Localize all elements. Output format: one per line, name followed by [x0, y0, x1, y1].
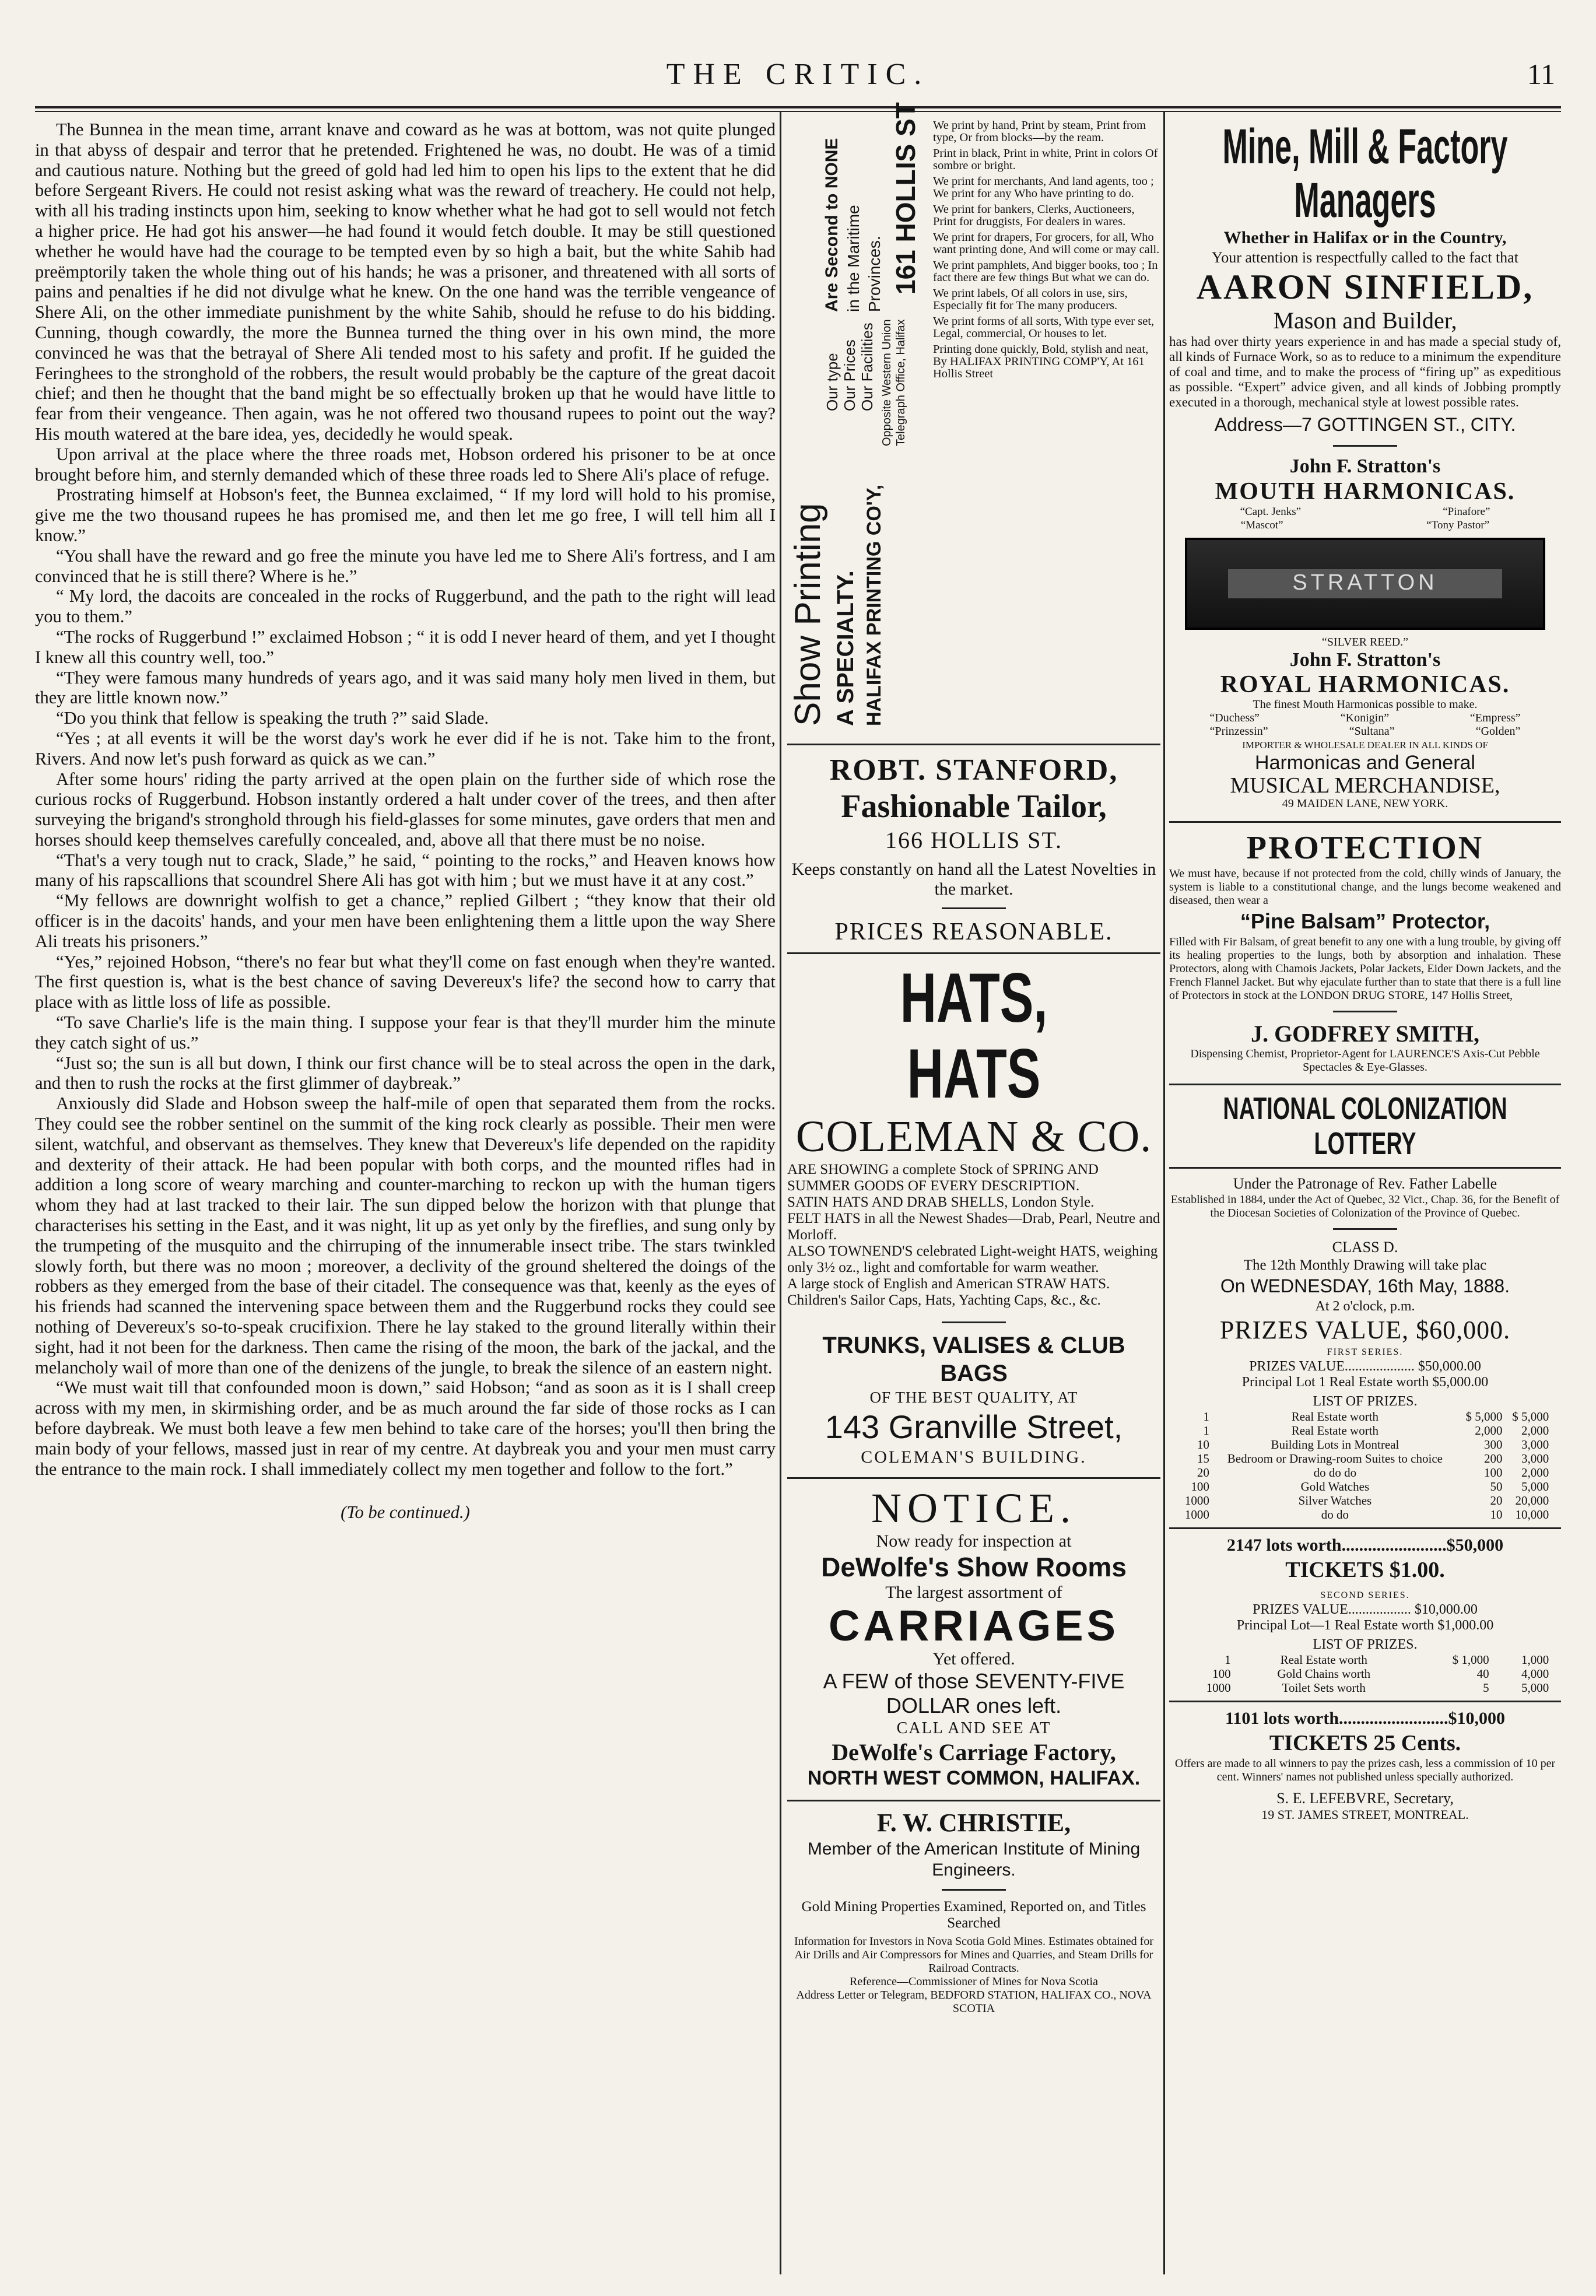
prize-cell: Gold Chains worth — [1277, 1667, 1371, 1681]
christie-gold: Gold Mining Properties Examined, Reported on, and Titles Searched — [801, 1899, 1146, 1931]
trunks-sub: OF THE BEST QUALITY, AT — [869, 1389, 1078, 1406]
separator — [942, 1321, 1006, 1323]
harmonica-illustration — [1185, 538, 1545, 630]
story-paragraph: “You shall have the reward and go free the minute you have led me to Shere Ali's fortress, and I am convinced that he is still there? Where is he.” — [35, 545, 776, 586]
page-number: 11 — [1527, 58, 1555, 90]
prize-cell: 3,000 — [1521, 1452, 1549, 1466]
opposite-line-1: Opposite Western Union — [881, 319, 893, 446]
stratton-merch: MUSICAL MERCHANDISE, — [1230, 773, 1500, 798]
prize-list-title-2: LIST OF PRIZES. — [1313, 1637, 1418, 1652]
brace-line-1: Our type — [823, 353, 841, 411]
prize-cell: 50 — [1490, 1480, 1503, 1494]
prize-cell: Building Lots in Montreal — [1271, 1438, 1399, 1452]
second-to-none-1: Are Second to NONE — [822, 138, 841, 312]
prize-cell: Real Estate worth — [1291, 1424, 1379, 1438]
header-rule — [35, 106, 1561, 108]
lottery-time: At 2 o'clock, p.m. — [1315, 1299, 1415, 1314]
printing-list — [933, 120, 1160, 384]
prize-cell: 20 — [1490, 1494, 1503, 1508]
story-paragraph: “We must wait till that confounded moon is down,” said Hobson; “and as soon as it is I shall creep across with my men, in skirmishing order, and be as much around the far side of those rocks as I can before daybreak. We must both leave a few men behind to take care of the horses; you'll then bring the main body of your fellows, massed just in rear of my centre. At daybreak you and your men must carry the entrance to the main rock. I shall immediately collect my men together and follow to the fort.” — [35, 1377, 776, 1479]
prize-cell: Gold Watches — [1300, 1480, 1370, 1494]
notice-headline: NOTICE. — [871, 1485, 1076, 1531]
story-paragraph: “They were famous many hundreds of years ago, and it was said many holy men lived in them, but they are little known now.” — [35, 667, 776, 708]
dewolfe-ad — [787, 1485, 1160, 1790]
model-row-4 — [1169, 725, 1561, 738]
prize-row — [1179, 1410, 1551, 1424]
protection-ad — [1169, 829, 1561, 1074]
mine-attention: Your attention is respectfully called to the fact that — [1212, 249, 1518, 266]
mine-sub: Whether in Halifax or in the Country, — [1223, 228, 1507, 247]
hats-headline: HATS, HATS — [900, 959, 1048, 1113]
sinfield-ad — [1169, 120, 1561, 437]
prize-row — [1179, 1667, 1551, 1681]
prize-row — [1179, 1424, 1551, 1438]
lottery-secretary: S. E. LEFEBVRE, Secretary, — [1276, 1790, 1454, 1807]
printing-verse: Printing done quickly, Bold, stylish and neat, By HALIFAX PRINTING COMP'Y, At 161 Hollis Street — [933, 343, 1149, 380]
first-series-value: PRIZES VALUE.................... $50,000.00 — [1249, 1359, 1481, 1374]
coleman-line: A large stock of English and American STRAW HATS. — [787, 1276, 1110, 1292]
brace-line-3: Our Facilities — [858, 323, 876, 411]
lottery-established: Established in 1884, under the Act of Quebec, 32 Vict., Chap. 36, for the Benefit of the Diocesan Societies of Colonization of the Province of Quebec. — [1170, 1193, 1560, 1219]
prize-row — [1179, 1494, 1551, 1508]
lottery-class: CLASS D. — [1332, 1239, 1398, 1256]
stratton-ad — [1169, 455, 1561, 811]
separator — [942, 1889, 1006, 1891]
printing-verse: We print for bankers, Clerks, Auctioneers, Print for druggists, For dealers in wares. — [933, 203, 1135, 228]
stanford-ad — [787, 753, 1160, 947]
hollis-address: 161 HOLLIS ST — [890, 102, 921, 295]
dewolfe-factory: DeWolfe's Carriage Factory, — [832, 1739, 1116, 1765]
trunks-title: TRUNKS, VALISES & CLUB BAGS — [822, 1333, 1125, 1386]
story-paragraph: “Do you think that fellow is speaking the truth ?” said Slade. — [56, 708, 489, 728]
stratton-finest: The finest Mouth Harmonicas possible to make. — [1253, 698, 1478, 711]
prize-row — [1179, 1508, 1551, 1522]
dewolfe-offered: Yet offered. — [932, 1649, 1015, 1668]
column-divider-1 — [780, 111, 781, 2274]
prize-cell: 1,000 — [1521, 1653, 1549, 1667]
lottery-tickets-2: TICKETS 25 Cents. — [1269, 1731, 1461, 1755]
stratton-importer: IMPORTER & WHOLESALE DEALER IN ALL KINDS OF — [1242, 739, 1488, 751]
prize-row — [1179, 1653, 1551, 1667]
coleman-line: Children's Sailor Caps, Hats, Yachting Caps, &c., &c. — [787, 1292, 1101, 1308]
masthead-title: THE CRITIC. — [666, 58, 930, 91]
prize-cell: 100 — [1212, 1667, 1231, 1681]
model-name: “Konigin” — [1340, 711, 1390, 724]
story-paragraph: Upon arrival at the place where the three roads met, Hobson ordered his prisoner to be at once brought before him, and sternly demanded which of these three roads led to Shere Ali's place of refuge. — [35, 444, 776, 485]
separator — [1333, 1228, 1397, 1230]
mine-headline: Mine, Mill & Factory Managers — [1222, 119, 1508, 227]
prize-cell: 15 — [1197, 1452, 1209, 1466]
story-paragraph: Anxiously did Slade and Hobson sweep the half-mile of open that separated them from the rocks. They could see the robber sentinel on the summit of the king rock clearly as possible. Their men were silent, watchful, and observant as themselves. They knew that Devereux's life depended on the rapidity and dexterity of their attack. He had been popular with both corps, and the mounted rifles had in addition a long score of weary marching and counter-marching to reckon up with the human tigers whom they had at last tracked to their lair. The sun dipped below the horizon with that plunge that characterises his setting in the East, and it was night, lit up as yet only by the fireflies, and sung only by the trumpeting of the musquito and the chirruping of the innumerable insect tribe. The stars twinkled slowly forth, but there was no moon ; moreover, a declivity of the ground sheltered the doings of the robbers as they emerged from the base of their citadel. The consequence was that, keenly as the eyes of his friends had scanned the intervening space between them and the Ruggerbund rocks they could see nothing of Devereux's so-to-speak crucifixion. There he lay staked to the ground literally within their sight, had it not been for the darkness. Then came the rising of the moon, the bark of the jackal, and the melancholy wail of more than one of the denizens of the jungle, to break the silence of an eastern night. — [35, 1093, 776, 1377]
prize-row — [1179, 1466, 1551, 1480]
prize-cell: 1 — [1203, 1424, 1209, 1438]
story-paragraph: “Yes ; at all events it will be the worst day's work he ever did if he is not. Take him to the front, Rivers. And now let's push forward as quick as we can.” — [35, 728, 776, 769]
stanford-address: 166 HOLLIS ST. — [885, 827, 1062, 853]
prize-table-1 — [1179, 1410, 1551, 1522]
prize-cell: $ 5,000 — [1465, 1410, 1503, 1424]
stratton-general: Harmonicas and General — [1255, 752, 1475, 774]
story-paragraph: “ My lord, the dacoits are concealed in the rocks of Ruggerbund, and the path to the right will lead you to them.” — [35, 586, 776, 627]
specialty-label: A SPECIALTY. — [833, 570, 858, 726]
sinfield-address: Address—7 GOTTINGEN ST., CITY. — [1214, 414, 1516, 435]
separator — [1169, 1084, 1561, 1085]
lottery-ad — [1169, 1091, 1561, 1822]
coleman-line: FELT HATS in all the Newest Shades—Drab, Pearl, Neutre and Morloff. — [787, 1211, 1160, 1243]
separator — [787, 952, 1160, 954]
show-printing-vertical — [787, 102, 927, 732]
trunks-building: COLEMAN'S BUILDING. — [861, 1447, 1087, 1467]
christie-ad — [787, 1807, 1160, 2015]
page-header — [35, 57, 1561, 104]
dewolfe-rooms: DeWolfe's Show Rooms — [821, 1552, 1127, 1582]
model-name: “Sultana” — [1349, 725, 1395, 738]
prize-row — [1179, 1452, 1551, 1466]
lottery-drawing: The 12th Monthly Drawing will take plac — [1243, 1257, 1487, 1273]
first-series-principal: Principal Lot 1 Real Estate worth $5,000.00 — [1241, 1375, 1489, 1390]
prize-cell: 100 — [1191, 1480, 1209, 1494]
story-text — [35, 120, 776, 1479]
prize-cell: 1000 — [1184, 1494, 1209, 1508]
middle-ads-column — [787, 102, 1160, 2015]
column-divider-2 — [1163, 111, 1165, 2274]
printing-verse: We print pamphlets, And bigger books, too ; In fact there are few things But what we can do. — [933, 259, 1158, 284]
prize-row — [1179, 1681, 1551, 1695]
model-row-1 — [1169, 505, 1561, 518]
smith-role: Dispensing Chemist, Proprietor-Agent for LAURENCE'S Axis-Cut Pebble Spectacles & Eye-Glasses. — [1190, 1047, 1540, 1074]
prize-cell: 1 — [1225, 1653, 1231, 1667]
coleman-line: ARE SHOWING a complete Stock of SPRING AND SUMMER GOODS OF EVERY DESCRIPTION. — [787, 1162, 1099, 1194]
sinfield-body: has had over thirty years experience in and has made a special study of, all kinds of Furnace Work, so as to reduce to a minimum the expenditure of coal and time, and to make the process of “firing up” as expeditious as possible. “Expert” advice given, and all kinds of Jobbing promptly executed in a thorough, mechanical style at lowest possible rates. — [1169, 334, 1561, 409]
lottery-tickets-1: TICKETS $1.00. — [1285, 1558, 1445, 1582]
protection-intro: We must have, because if not protected from the cold, chilly winds of January, the system is liable to a constitutional change, and the lungs become weakened and diseased, then wear a — [1169, 867, 1561, 907]
prize-cell: do do — [1321, 1508, 1349, 1522]
lottery-prizes-value: PRIZES VALUE, $60,000. — [1219, 1316, 1511, 1344]
coleman-line: ALSO TOWNEND'S celebrated Light-weight HATS, weighing only 3½ oz., light and comfortable for warm weather. — [787, 1243, 1158, 1275]
prize-cell: 1000 — [1184, 1508, 1209, 1522]
prize-row — [1179, 1480, 1551, 1494]
printing-verse: We print for drapers, For grocers, for all, Who want printing done, And will come or may call. — [933, 231, 1160, 256]
lottery-total-2: 1101 lots worth.........................$10,000 — [1225, 1709, 1505, 1728]
christie-member: Member of the American Institute of Mining Engineers. — [807, 1839, 1141, 1880]
prize-cell: Silver Watches — [1298, 1494, 1372, 1508]
second-to-none-3: Provinces. — [865, 236, 883, 312]
separator — [1169, 821, 1561, 823]
separator — [1169, 1167, 1561, 1169]
story-paragraph: “The rocks of Ruggerbund !” exclaimed Hobson ; “ it is odd I never heard of them, and yet I thought I knew all this country well, too.” — [35, 626, 776, 667]
printing-verse: We print by hand, Print by steam, Print from type, Or from blocks—by the ream. — [933, 119, 1146, 144]
story-paragraph: “Yes,” rejoined Hobson, “there's no fear but what they'll come on fast enough when they're wanted. The first question is, what is the best chance of saving Devereux's life? the second how to carry that place with as little loss of life as possible. — [35, 951, 776, 1012]
lottery-offers: Offers are made to all winners to pay the prizes cash, less a commission of 10 per cent. Winners' names not published unless specially authorized. — [1174, 1757, 1556, 1783]
story-paragraph: “Just so; the sun is all but down, I think our first chance will be to steal across the open in the dark, and then to rush the rocks at the first glimmer of daybreak.” — [35, 1053, 776, 1093]
prize-row — [1179, 1438, 1551, 1452]
coleman-name: COLEMAN & CO. — [795, 1112, 1152, 1161]
continued-note: (To be continued.) — [341, 1502, 470, 1523]
separator — [787, 1800, 1160, 1801]
prize-cell: Real Estate worth — [1291, 1410, 1379, 1424]
dewolfe-common: NORTH WEST COMMON, HALIFAX. — [807, 1767, 1141, 1789]
show-printing-title: Show Printing — [788, 503, 828, 726]
story-paragraph: After some hours' riding the party arrived at the open plain on the further side of which rose the curious rocks of Ruggerbund. Hobson instantly ordered a halt under cover of the trees, and then after surveying the brigand's stronghold through his field-glasses for some minutes, gave orders that men and horses should keep themselves carefully concealed, and, above all that there must be no noise. — [35, 769, 776, 850]
prize-cell: 1000 — [1206, 1681, 1231, 1695]
protection-title: PROTECTION — [1246, 830, 1484, 866]
separator — [1333, 445, 1397, 447]
printing-verse: Print in black, Print in white, Print in colors Of sombre or bright. — [933, 147, 1158, 172]
stratton-address: 49 MAIDEN LANE, NEW YORK. — [1282, 797, 1448, 810]
prize-cell: 3,000 — [1521, 1438, 1549, 1452]
model-name: “Tony Pastor” — [1426, 519, 1490, 531]
brace-line-2: Our Prices — [841, 339, 858, 411]
model-row-2 — [1169, 518, 1561, 532]
carriages-headline: CARRIAGES — [828, 1601, 1120, 1650]
stanford-name: ROBT. STANFORD, — [829, 753, 1118, 787]
prize-cell: 300 — [1484, 1438, 1503, 1452]
prize-cell: 5,000 — [1521, 1681, 1549, 1695]
story-paragraph: “That's a very tough nut to crack, Slade,” he said, “ pointing to the rocks,” and Heaven knows how many of his rapscallions that scoundrel Shere Ali has got with him ; but we must have it at any cost.” — [35, 850, 776, 891]
coleman-lines — [787, 1162, 1160, 1309]
dewolfe-call: CALL AND SEE AT — [896, 1719, 1051, 1737]
second-series-principal: Principal Lot—1 Real Estate worth $1,000.00 — [1236, 1618, 1494, 1633]
separator — [1333, 1011, 1397, 1012]
dewolfe-few: A FEW of those SEVENTY-FIVE DOLLAR ones left. — [823, 1669, 1125, 1717]
printing-verse: We print forms of all sorts, With type ever set, Legal, commercial, Or houses to let. — [933, 315, 1155, 340]
second-to-none-2: in the Maritime — [844, 205, 862, 312]
prize-cell: 200 — [1484, 1452, 1503, 1466]
lottery-total-1: 2147 lots worth........................$50,000 — [1226, 1536, 1504, 1555]
christie-info: Information for Investors in Nova Scotia Gold Mines. Estimates obtained for Air Drills and Air Compressors for Mines and Quarries, and Steam Drills for Railroad Contracts. — [794, 1935, 1153, 1975]
stratton-name-1: John F. Stratton's — [1289, 455, 1441, 477]
lottery-patron: Under the Patronage of Rev. Father Labelle — [1233, 1175, 1497, 1192]
stratton-title-2: ROYAL HARMONICAS. — [1220, 671, 1510, 698]
christie-ref: Reference—Commissioner of Mines for Nova Scotia — [849, 1975, 1098, 1988]
harmonica-brand: STRATTON — [1292, 570, 1438, 595]
model-name: “Pinafore” — [1443, 506, 1490, 518]
prize-cell: 5 — [1483, 1681, 1489, 1695]
trunks-ad — [787, 1331, 1160, 1468]
model-name: “Empress” — [1469, 711, 1521, 724]
company-label: HALIFAX PRINTING CO'Y, — [863, 484, 885, 726]
prize-cell: 4,000 — [1521, 1667, 1549, 1681]
trunks-address: 143 Granville Street, — [825, 1408, 1123, 1445]
separator — [1169, 1701, 1561, 1702]
separator — [942, 907, 1006, 909]
stanford-prices: PRICES REASONABLE. — [834, 919, 1113, 945]
model-name: “Capt. Jenks” — [1240, 506, 1302, 518]
silver-reed: “SILVER REED.” — [1321, 636, 1409, 649]
prize-cell: 20 — [1197, 1466, 1209, 1480]
prize-cell: $ 5,000 — [1512, 1410, 1549, 1424]
prize-cell: $ 1,000 — [1452, 1653, 1489, 1667]
lottery-sec-address: 19 ST. JAMES STREET, MONTREAL. — [1261, 1807, 1469, 1822]
prize-cell: 1 — [1203, 1410, 1209, 1424]
christie-address: Address Letter or Telegram, BEDFORD STATION, HALIFAX CO., NOVA SCOTIA — [796, 1989, 1152, 2015]
opposite-line-2: Telegraph Office, Halifax — [895, 319, 907, 446]
protection-product: “Pine Balsam” Protector, — [1240, 909, 1490, 933]
second-series-value: PRIZES VALUE.................. $10,000.00 — [1253, 1602, 1478, 1617]
story-paragraph: Prostrating himself at Hobson's feet, the Bunnea exclaimed, “ If my lord will hold to his promise, give me the two thousand rupees he has promised me, and then let me go free, I will tell him all I know.” — [35, 485, 776, 545]
christie-name: F. W. CHRISTIE, — [876, 1808, 1071, 1837]
model-name: “Prinzessin” — [1209, 725, 1268, 738]
prize-cell: 2,000 — [1475, 1424, 1503, 1438]
separator — [1169, 1527, 1561, 1529]
sinfield-name: AARON SINFIELD, — [1196, 268, 1534, 306]
model-name: “Mascot” — [1240, 519, 1283, 531]
prize-cell: 10 — [1197, 1438, 1209, 1452]
stanford-body: Keeps constantly on hand all the Latest Novelties in the market. — [791, 860, 1156, 899]
second-series-label: SECOND SERIES. — [1320, 1590, 1410, 1600]
printing-verse: We print for merchants, And land agents, too ; We print for any Who have printing to do. — [933, 175, 1154, 200]
lottery-title: NATIONAL COLONIZATION LOTTERY — [1223, 1091, 1507, 1161]
model-row-3 — [1169, 711, 1561, 725]
prize-list-title-1: LIST OF PRIZES. — [1313, 1394, 1418, 1409]
prize-cell: 2,000 — [1521, 1466, 1549, 1480]
lottery-date: On WEDNESDAY, 16th May, 1888. — [1220, 1275, 1510, 1296]
coleman-line: SATIN HATS AND DRAB SHELLS, London Style. — [787, 1194, 1095, 1210]
story-paragraph: “My fellows are downright wolfish to get a chance,” replied Gilbert ; “they know that their old officer is in the dacoits' hands, and your men have been enlightening them a little upon the way Shere Ali treats his prisoners.” — [35, 891, 776, 951]
coleman-ad — [787, 960, 1160, 1309]
prize-cell: 20,000 — [1515, 1494, 1549, 1508]
story-paragraph: The Bunnea in the mean time, arrant knave and coward as he was at bottom, was not quite plunged in that abyss of despair and terror that he pretended. Frightened he was, no doubt. He was of a timid and cautious nature. Nothing but the greed of gold had led him to open his lips to the extent that he did before Sergeant Rivers. He could not resist asking what was the reward of treachery. He could not help, with all his trading instincts upon him, seeking to know whether what he had got to sell would not fetch a higher price. He had got his answer—he had found it would fetch double. It may be still questioned whether he would have had the courage to be tempted even by so high a bait, but the white Sahib had preëmptorily taken the whole thing out of his hands; he was a prisoner, and threatened with all sorts of pains and penalties if he did not divulge what he knew. On the one hand was the terrible vengeance of Shere Ali, on the other immediate punishment by the white Sahib, should he refuse to do his bidding. Cunning, though cowardly, the more the Bunnea turned the thing over in his own mind, the more convinced he was that the betrayal of Shere Ali tended most to his safety and profit. If he guided the Feringhees to the stronghold of the robbers, the result would probably be the capture of the great dacoit chief; and then he thought that the band might be so effectually broken up that he would have little to fear from their vengeance. Then again, was he not offered two thousand rupees to point out the way? His mouth watered at the bare idea, yes, decidedly he would speak. — [35, 120, 776, 444]
model-name: “Golden” — [1475, 725, 1521, 738]
prize-cell: 2,000 — [1521, 1424, 1549, 1438]
separator — [787, 1477, 1160, 1479]
right-ads-column — [1169, 120, 1561, 1822]
prize-cell: Bedroom or Drawing-room Suites to choice — [1227, 1452, 1443, 1466]
header-rule-thin — [35, 111, 1561, 112]
prize-cell: 10,000 — [1515, 1508, 1549, 1522]
stratton-title-1: MOUTH HARMONICAS. — [1215, 478, 1516, 505]
story-column — [35, 120, 776, 1523]
dewolfe-largest: The largest assortment of — [885, 1583, 1062, 1602]
protection-body: Filled with Fir Balsam, of great benefit to any one with a lung trouble, by giving off its healing properties to the lungs, both by absorption and inhalation. These Protectors, along with Chamois Jackets, Polar Jackets, Eider Down Jackets, and the French Flannel Jacket. But why ejaculate further than to state that there is a full line of Protectors in stock at the LONDON DRUG STORE, 147 Hollis Street, — [1169, 935, 1561, 1002]
first-series-label: FIRST SERIES. — [1327, 1347, 1404, 1357]
show-printing-ad — [787, 102, 1160, 745]
story-paragraph: “To save Charlie's life is the main thing. I suppose your fear is that they'll murder him the minute they catch sight of us.” — [35, 1012, 776, 1053]
prize-cell: Real Estate worth — [1280, 1653, 1367, 1667]
prize-cell: 100 — [1484, 1466, 1503, 1480]
stanford-title: Fashionable Tailor, — [841, 788, 1107, 825]
prize-cell: 10 — [1490, 1508, 1503, 1522]
stratton-name-2: John F. Stratton's — [1289, 649, 1441, 671]
smith-name: J. GODFREY SMITH, — [1251, 1021, 1479, 1047]
prize-cell: Toilet Sets worth — [1282, 1681, 1366, 1695]
dewolfe-ready: Now ready for inspection at — [876, 1531, 1072, 1551]
printing-verse: We print labels, Of all colors in use, sirs, Especially fit for The many producers. — [933, 287, 1128, 312]
prize-cell: do do do — [1313, 1466, 1357, 1480]
prize-cell: 40 — [1476, 1667, 1489, 1681]
prize-table-2 — [1179, 1653, 1551, 1695]
model-name: “Duchess” — [1209, 711, 1260, 724]
sinfield-trade: Mason and Builder, — [1273, 307, 1457, 334]
prize-cell: 5,000 — [1521, 1480, 1549, 1494]
